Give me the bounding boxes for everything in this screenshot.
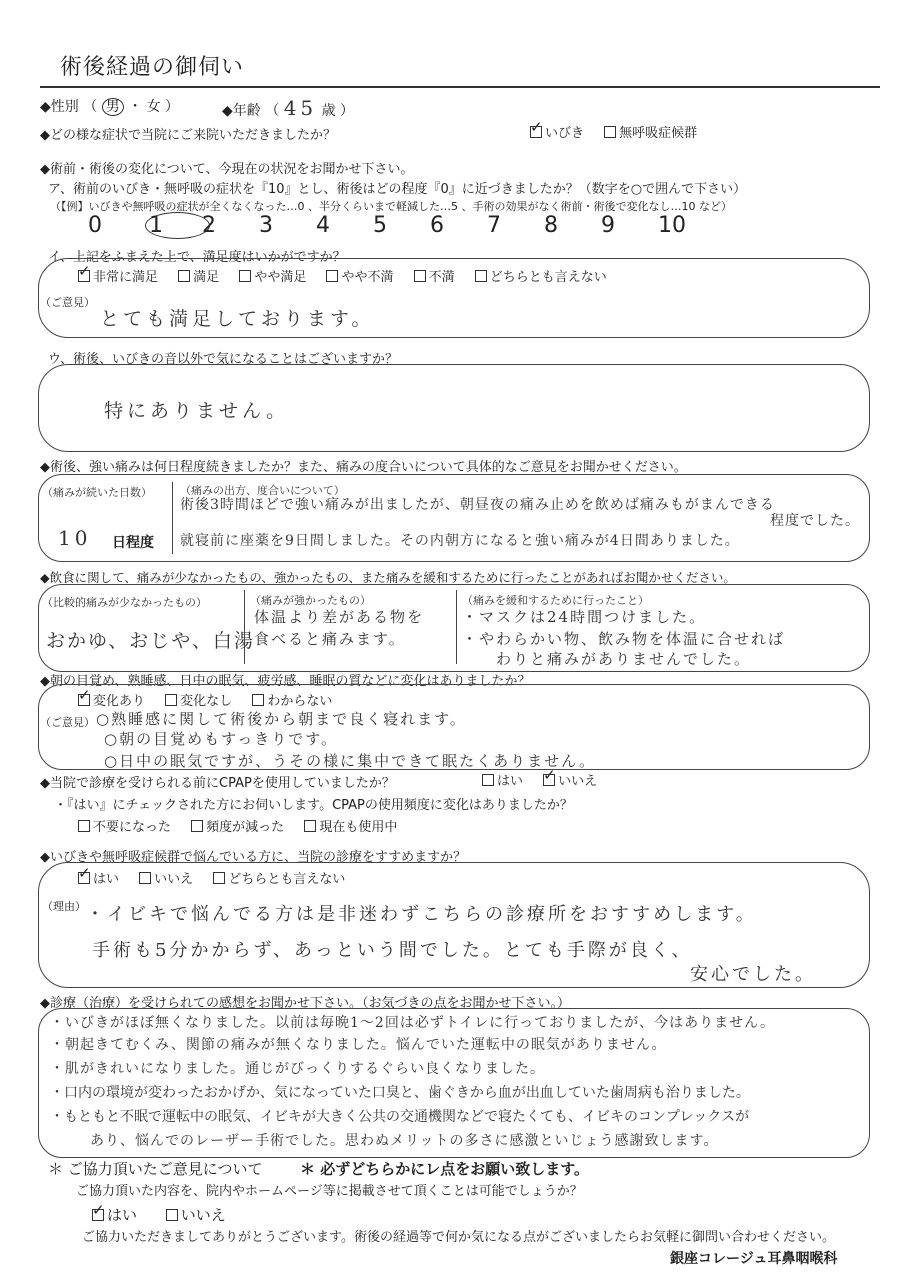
sleep-question: ◆朝の目覚め、熟睡感、日中の眠気、疲労感、睡眠の質などに変化はありましたか？ [40, 674, 531, 689]
checkbox-no-change[interactable] [165, 694, 177, 706]
checkbox-recommend-no[interactable] [139, 872, 151, 884]
checkbox-somewhat-unsatisfied[interactable] [326, 270, 338, 282]
concern-question: ウ、術後、いびきの音以外で気になることはございますか？ [48, 352, 398, 367]
page-title: 術後経過の御伺い [60, 55, 245, 80]
satisfaction-opinion-label: （ご意見） [40, 296, 95, 309]
checkbox-recommend-neither[interactable] [213, 872, 225, 884]
option-somewhat-unsatisfied: やや不満 [341, 270, 394, 285]
checkbox-cpap-still-using[interactable] [304, 820, 316, 832]
pain-detail-line-3[interactable]: 就寝前に座薬を9日間しました。その内朝方になると強い痛みが4日間ありました。 [180, 533, 740, 549]
option-recommend-yes: はい [93, 872, 120, 887]
scale-6[interactable]: 6 [430, 213, 444, 238]
option-somewhat-satisfied: やや満足 [254, 270, 307, 285]
recommend-question: ◆いびきや無呼吸症候群で悩んでいる方に、当院の診療をすすめますか？ [40, 850, 467, 865]
scale-5[interactable]: 5 [373, 213, 387, 238]
option-no-change: 変化なし [180, 694, 233, 709]
clinic-name: 銀座コレージュ耳鼻咽喉科 [670, 1251, 838, 1267]
food-relief-label: （痛みを緩和するために行ったこと） [462, 594, 649, 607]
cpap-followup-options [78, 816, 413, 835]
food-relief-line-1[interactable]: ・マスクは24時間つけました。 [462, 608, 707, 626]
food-strong-label: （痛みが強かったもの） [250, 594, 371, 607]
impression-line-6[interactable]: あり、悩んでのレーザー手術でした。思わぬメリットの多さに感激といじょう感謝致します。 [90, 1133, 719, 1149]
option-changed: 変化あり [93, 694, 146, 709]
option-cpap-yes: はい [497, 774, 524, 789]
option-cpap-no: いいえ [558, 774, 598, 789]
option-cpap-unneeded: 不要になった [93, 820, 172, 835]
pain-divider [172, 482, 173, 554]
pain-days-unit: 日程度 [112, 535, 154, 551]
recommend-reason-line-3[interactable]: 安心でした。 [690, 964, 816, 985]
food-relief-line-3[interactable]: わりと痛みがありませんでした。 [496, 650, 752, 668]
satisfaction-opinion[interactable]: とても満足しております。 [100, 308, 375, 330]
gender-male[interactable]: 男 [102, 98, 124, 116]
checkbox-cpap-yes[interactable] [482, 774, 494, 786]
option-consent-no: いいえ [180, 1206, 226, 1224]
satisfaction-question: イ、上記をふまえた上で、満足度はいかがですか？ [48, 250, 346, 265]
scale-9[interactable]: 9 [601, 213, 615, 238]
scale-10[interactable]: 10 [658, 213, 686, 238]
checkbox-cpap-no[interactable] [543, 774, 555, 786]
food-less[interactable]: おかゆ、おじや、白湯 [46, 630, 255, 652]
checkbox-consent-no[interactable] [166, 1209, 178, 1221]
checkbox-neither[interactable] [475, 270, 487, 282]
checkbox-satisfied[interactable] [178, 270, 190, 282]
gender-label: ◆性別 [40, 99, 79, 115]
option-unknown: わからない [267, 694, 333, 709]
option-satisfied: 満足 [193, 270, 220, 285]
cpap-question: ◆当院で診療を受けられる前にCPAPを使用していましたか？ [40, 776, 395, 791]
food-relief-line-2[interactable]: ・やわらかい物、飲み物を体温に合せれば [462, 630, 786, 648]
option-neither: どちらとも言えない [489, 270, 607, 285]
checkbox-apnea[interactable] [604, 126, 616, 138]
consent-heading: ＊ ご協力頂いたご意見について [48, 1160, 263, 1178]
cpap-followup: ・『はい』にチェックされた方にお伺いします。CPAPの使用頻度に変化はありましたか？ [54, 798, 573, 813]
option-recommend-no: いいえ [154, 872, 194, 887]
sleep-options [78, 690, 348, 709]
age-open: （ [265, 103, 280, 119]
checkbox-unknown[interactable] [252, 694, 264, 706]
option-cpap-reduced: 頻度が減った [206, 820, 285, 835]
consent-options [92, 1204, 242, 1225]
impression-question: ◆診療（治療）を受けられての感想をお聞かせ下さい。（お気づきの点をお聞かせ下さい。） [40, 996, 570, 1011]
gender-sep: ・ [128, 99, 143, 115]
impression-line-1[interactable]: ・いびきがほぼ無くなりました。以前は毎晩1～2回は必ずトイレに行っておりましたが、今はありません。 [50, 1015, 775, 1031]
checkbox-cpap-unneeded[interactable] [78, 820, 90, 832]
checkbox-recommend-yes[interactable] [78, 872, 90, 884]
checkbox-very-satisfied[interactable] [78, 270, 90, 282]
scale-4[interactable]: 4 [316, 213, 330, 238]
pain-detail-label: （痛みの出方、度合いについて） [180, 484, 345, 497]
concern-answer[interactable]: 特にありません。 [104, 400, 290, 422]
food-question: ◆飲食に関して、痛みが少なかったもの、強かったもの、また痛みを緩和するために行ったことがあればお聞かせください。 [40, 570, 736, 585]
pain-days-value[interactable]: 10 [58, 526, 92, 550]
scale-8[interactable]: 8 [544, 213, 558, 238]
food-divider-2 [456, 590, 457, 664]
symptom-question: ◆どの様な症状で当院にご来院いただきましたか？ [40, 128, 336, 143]
recommend-options [78, 868, 361, 887]
scale-1[interactable]: 1 [145, 212, 202, 239]
impression-line-2[interactable]: ・朝起きてむくみ、関節の痛みが無くなりました。悩んでいた運転中の眠気がありません。 [50, 1037, 667, 1053]
option-consent-yes: はい [107, 1206, 138, 1224]
sleep-opinion-line-1[interactable]: ○熟睡感に関して術後から朝まで良く寝れます。 [96, 710, 467, 728]
cpap-options [482, 770, 613, 789]
option-snoring: いびき [545, 126, 585, 141]
impression-line-4[interactable]: ・口内の環境が変わったおかげか、気になっていた口臭と、歯ぐきから血が出血していた歯周病も治りました。 [50, 1085, 750, 1101]
change-example: （【例】いびきや無呼吸の症状が全くなくなった…0 、半分くらいまで軽減した…5 、手術の効果がなく術前・術後で変化なし…10 など） [50, 200, 732, 213]
age-value[interactable]: 45 [283, 96, 318, 120]
sleep-opinion-line-3[interactable]: ○日中の眠気ですが、うその様に集中できて眠たくありません。 [104, 752, 596, 770]
option-apnea: 無呼吸症候群 [619, 126, 698, 141]
thanks-message: ご協力いただきましてありがとうございます。術後の経過等で何か気になる点がございましたらお気軽に御問い合わせください。 [82, 1230, 835, 1245]
checkbox-unsatisfied[interactable] [414, 270, 426, 282]
change-sub-a: ア、術前のいびき・無呼吸の症状を『10』とし、術後はどの程度『0』に近づきましたか？（数字を○で囲んで下さい） [48, 182, 747, 197]
gender-female[interactable]: 女 [146, 99, 161, 115]
change-question: ◆術前・術後の変化について、今現在の状況をお聞かせ下さい。 [40, 162, 414, 177]
satisfaction-options [78, 266, 623, 285]
consent-question: ご協力頂いた内容を、院内やホームページ等に掲載させて頂くことは可能でしょうか？ [76, 1184, 583, 1199]
gender-close: ） [165, 99, 180, 115]
impression-line-5[interactable]: ・もともと不眠で運転中の眠気、イビキが大きく公共の交通機関などで寝たくても、イビキのコンプレックスが [50, 1109, 750, 1125]
food-strong-line-1[interactable]: 体温より差がある物を [254, 608, 425, 626]
pain-detail-line-2[interactable]: 程度でした。 [770, 513, 860, 529]
option-recommend-neither: どちらとも言えない [228, 872, 346, 887]
age-row [222, 96, 354, 120]
food-less-label: （比較的痛みが少なかったもの） [42, 596, 207, 609]
age-label: ◆年齢 [222, 103, 261, 119]
checkbox-cpap-reduced[interactable] [191, 820, 203, 832]
pain-days-label: （痛みが続いた日数） [42, 486, 152, 499]
checkbox-snoring[interactable] [530, 126, 542, 138]
food-strong-line-2[interactable]: 食べると痛みます。 [254, 630, 406, 648]
sleep-opinion-line-2[interactable]: ○朝の目覚めもすっきりです。 [104, 730, 338, 748]
gender-open: （ [83, 99, 98, 115]
impression-line-3[interactable]: ・肌がきれいになりました。通じがびっくりするぐらい良くなりました。 [50, 1061, 545, 1077]
pain-detail-line-1[interactable]: 術後3時間ほどで強い痛みが出ましたが、朝昼夜の痛み止めを飲めば痛みもがまんできる [180, 497, 775, 513]
pain-question: ◆術後、強い痛みは何日程度続きましたか？また、痛みの度合いについて具体的なご意見をお聞かせください。 [40, 460, 687, 475]
recommend-reason-line-1[interactable]: ・イビキで悩んでる方は是非迷わずこちらの診療所をおすすめします。 [86, 904, 757, 925]
option-unsatisfied: 不満 [428, 270, 455, 285]
recommend-reason-label: （理由） [42, 900, 86, 913]
title-underline [40, 86, 880, 88]
consent-notice: ＊ 必ずどちらかにレ点をお願い致します。 [300, 1160, 590, 1178]
scale-3[interactable]: 3 [259, 213, 273, 238]
checkbox-consent-yes[interactable] [92, 1209, 104, 1221]
age-close: ） [340, 103, 355, 119]
option-cpap-still-using: 現在も使用中 [319, 820, 398, 835]
symptom-options [530, 122, 713, 141]
checkbox-changed[interactable] [78, 694, 90, 706]
option-very-satisfied: 非常に満足 [93, 270, 159, 285]
scale-2[interactable]: 2 [202, 213, 216, 238]
scale-0[interactable]: 0 [88, 213, 102, 238]
scale-7[interactable]: 7 [487, 213, 501, 238]
age-unit: 歳 [321, 103, 336, 119]
recommend-reason-line-2[interactable]: 手術も5分かからず、あっという間でした。とても手際が良く、 [92, 940, 693, 961]
checkbox-somewhat-satisfied[interactable] [239, 270, 251, 282]
sleep-opinion-label: （ご意見） [40, 716, 95, 729]
change-scale [88, 212, 715, 239]
gender-row [40, 96, 179, 116]
